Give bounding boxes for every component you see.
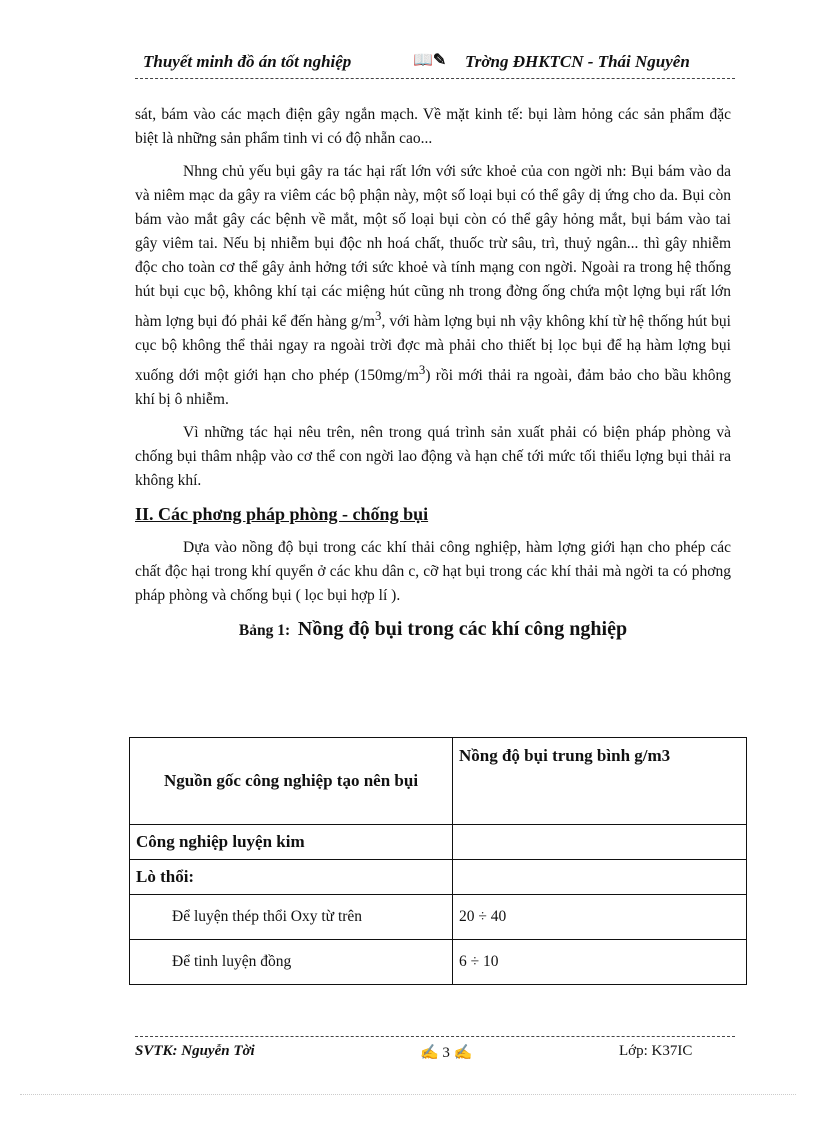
table-row bbox=[130, 825, 747, 860]
paragraph-2-text-mid: , với hàm lợng bụi nh vậy không khí từ hệ thống hút bụi cục bộ không thể thải ngay ra ngoài trời đợc mà phải cho thiết bị lọc bụi để hạ hàm lợng bụi xuống dới một giới hạn cho phép (150mg/m bbox=[135, 313, 731, 385]
column-header-source: Nguồn gốc công nghiệp tạo nên bụi bbox=[130, 738, 453, 825]
paragraph-4: Dựa vào nồng độ bụi trong các khí thải công nghiệp, hàm lợng giới hạn cho phép các chất độc hại trong khí quyển ở các khu dân c, cỡ hạt bụi trong các khí thải mà ngời ta có phơng pháp phòng và chống bụi ( lọc bụi hợp lí ). bbox=[135, 539, 731, 605]
paragraph-2-text-end: ) rồi mới thải ra ngoài, đảm bảo cho bầu không khí bị ô nhiễm. bbox=[135, 367, 732, 409]
header-school-name: Trờng ĐHKTCN - Thái Nguyên bbox=[465, 52, 690, 71]
table-cell-name: Để tinh luyện đồng bbox=[130, 940, 453, 985]
table-cell-name: Để luyện thép thổi Oxy từ trên bbox=[130, 895, 453, 940]
footer-student: SVTK: Nguyễn Tời bbox=[135, 1043, 255, 1059]
section-heading: II. Các phơng pháp phòng - chống bụi bbox=[135, 504, 429, 525]
table-header-row bbox=[130, 738, 747, 825]
table-cell-name: Công nghiệp luyện kim bbox=[130, 825, 453, 860]
table-cell-name: Lò thổi: bbox=[130, 860, 453, 895]
caption-separator: : bbox=[285, 622, 291, 640]
table-cell-value: 6 ÷ 10 bbox=[453, 940, 747, 985]
page-footer bbox=[135, 1036, 735, 1063]
footer-class: Lớp: K37IC bbox=[619, 1043, 693, 1059]
superscript: 3 bbox=[418, 362, 426, 378]
superscript: 3 bbox=[375, 308, 382, 323]
table-row bbox=[130, 860, 747, 895]
paragraph-3: Vì những tác hại nêu trên, nên trong quá trình sản xuất phải có biện pháp phòng và chống bụi thâm nhập vào cơ thể con ngời lao động và hạn chế tới mức tối thiểu lợng bụi thải ra không khí. bbox=[135, 424, 731, 490]
table-cell-value bbox=[453, 860, 747, 895]
paragraph-1: sát, bám vào các mạch điện gây ngắn mạch. Về mặt kinh tế: bụi làm hỏng các sản phẩm đặc biệt là những sản phẩm tinh vi có độ nhẵn cao... bbox=[135, 106, 731, 147]
caption-title: Nồng độ bụi trong các khí công nghiệp bbox=[297, 618, 628, 641]
caption-label: Bảng 1 bbox=[238, 622, 285, 640]
document-body bbox=[135, 103, 731, 647]
header-document-title: Thuyết minh đồ án tốt nghiệp bbox=[143, 52, 352, 71]
book-pen-icon: 📖✎ bbox=[413, 52, 447, 69]
dust-concentration-table bbox=[129, 737, 747, 985]
table-cell-value bbox=[453, 825, 747, 860]
table-cell-value: 20 ÷ 40 bbox=[453, 895, 747, 940]
paragraph-2-text: Nhng chủ yếu bụi gây ra tác hại rất lớn với sức khoẻ của con ngời nh: Bụi bám vào da và niêm mạc da gây ra viêm các bộ phận này, một số loại bụi có thể gây dị ứng cho da. Bụi còn bám vào mắt gây các bệnh về mắt, một số loại bụi còn có thể gây hỏng mắt, bụi bám vào tai gây viêm tai. Nếu bị nhiễm bụi độc nh hoá chất, thuốc trừ sâu, trì, thuỷ ngân... thì gây nhiễm độc cho toàn cơ thể gây ảnh hởng tới sức khoẻ và tính mạng con ngời. Ngoài ra trong hệ thống hút bụi cục bộ, không khí tại các miệng hút cũng nh trong đờng ống chứa một lợng bụi rất lớn hàm lợng bụi đó phải kể đến hàng g/m bbox=[135, 163, 731, 331]
table-caption bbox=[135, 617, 731, 643]
column-header-concentration: Nồng độ bụi trung bình g/m3 bbox=[453, 738, 747, 825]
paragraph-2 bbox=[135, 160, 731, 412]
page-bottom-divider bbox=[20, 1094, 796, 1095]
table-row bbox=[130, 895, 747, 940]
page-header bbox=[135, 48, 735, 79]
table-row bbox=[130, 940, 747, 985]
footer-page-number: ✍ 3 ✍ bbox=[420, 1045, 473, 1061]
